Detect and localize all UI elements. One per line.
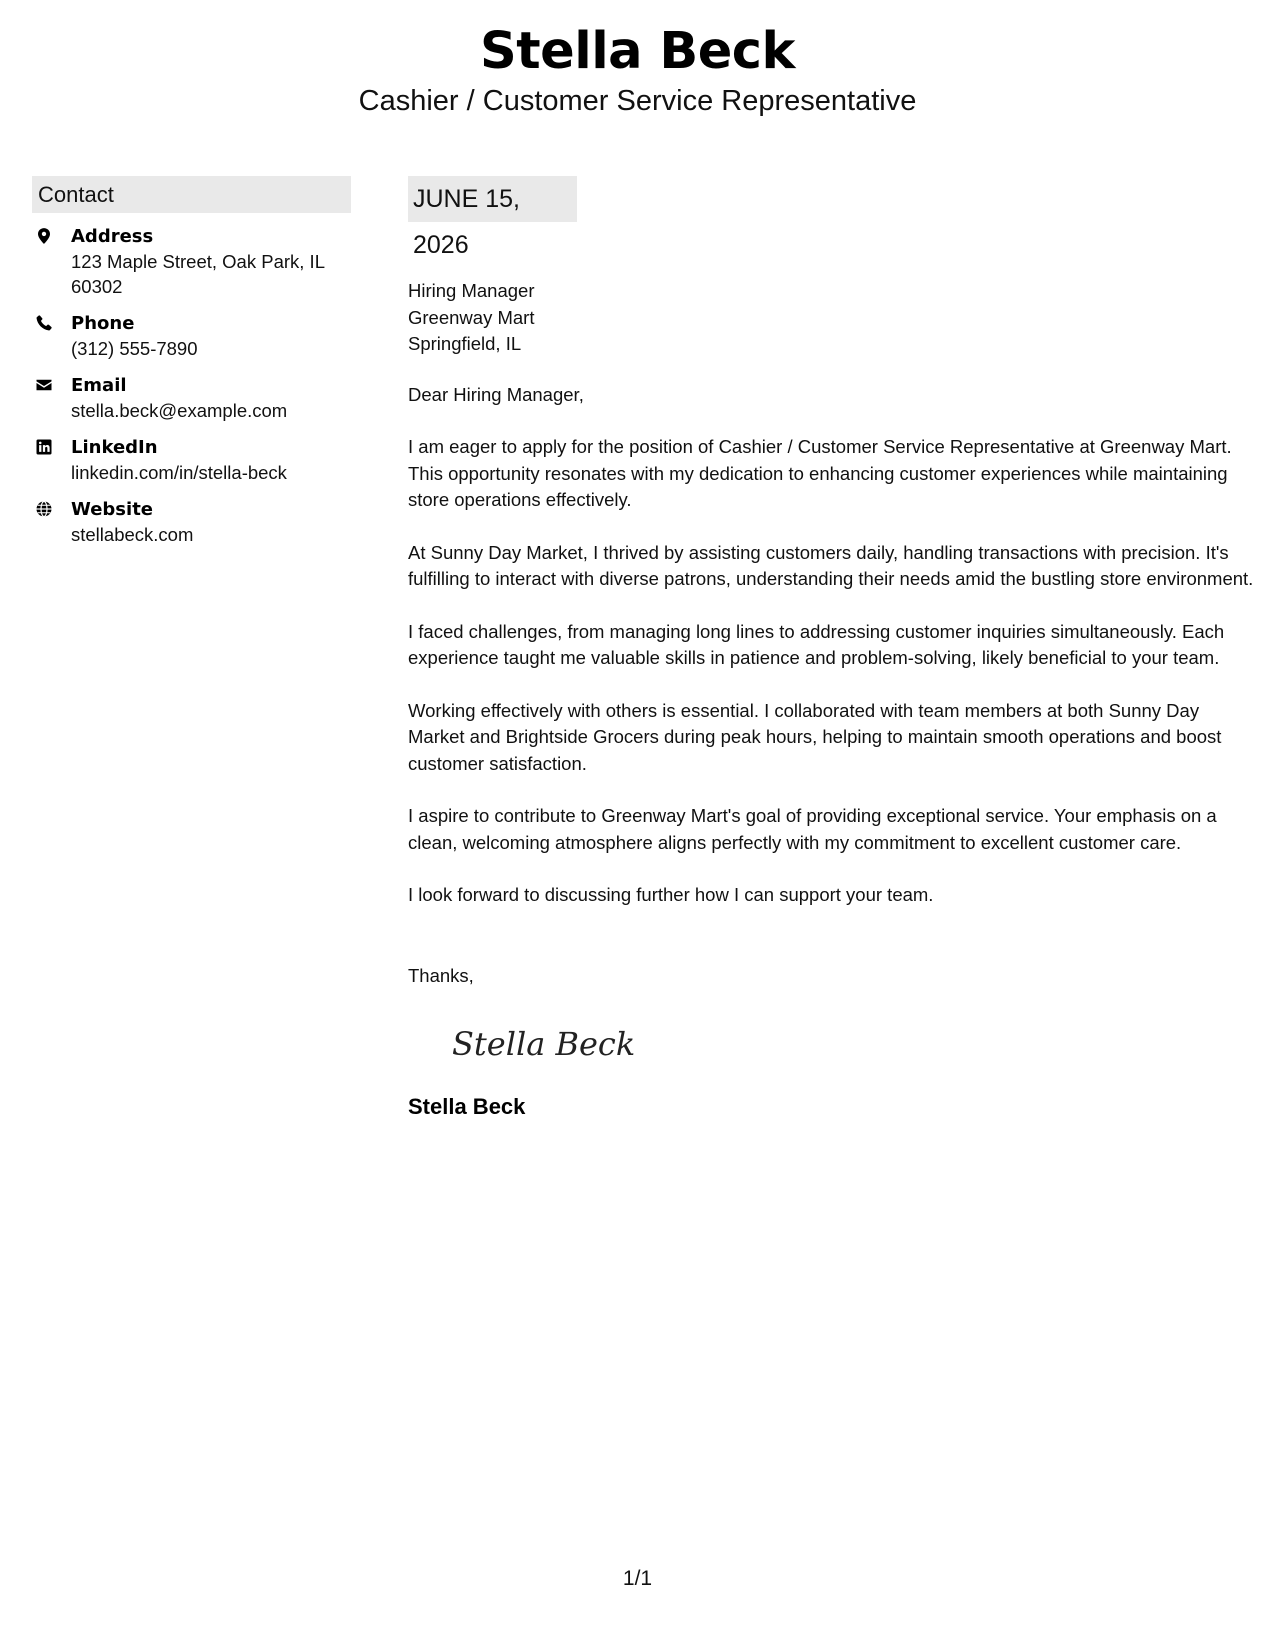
- handwritten-signature: [448, 1019, 1258, 1069]
- body-paragraph: I look forward to discussing further how I can support your team.: [408, 884, 934, 905]
- recipient-line: Springfield, IL: [408, 333, 522, 354]
- address-value: 123 Maple Street, Oak Park, IL 60302: [71, 251, 325, 297]
- recipient-line: Greenway Mart: [408, 306, 535, 328]
- body-paragraph: I aspire to contribute to Greenway Mart's goal of providing exceptional service. Your emphasis on a clean, welcoming atmosphere aligns perfectly with my commitment to excellent customer care.: [408, 805, 1217, 853]
- contact-phone: [32, 312, 351, 361]
- signature-text: Stella Beck: [452, 1025, 636, 1063]
- phone-label: Phone: [71, 313, 135, 334]
- contact-heading: Contact: [32, 176, 351, 213]
- website-label: Website: [71, 499, 154, 520]
- body-paragraph: I faced challenges, from managing long lines to addressing customer inquiries simultaneously. Each experience taught me valuable skills in patience and problem-solving, likely beneficial to your team.: [408, 620, 1225, 668]
- linkedin-icon: [35, 438, 53, 456]
- recipient-block: [408, 278, 1258, 358]
- linkedin-value[interactable]: linkedin.com/in/stella-beck: [71, 462, 287, 483]
- recipient-line: Hiring Manager: [408, 280, 535, 301]
- letter-body: [408, 176, 1258, 1121]
- globe-icon: [35, 500, 53, 518]
- envelope-icon: [35, 376, 53, 394]
- address-label: Address: [71, 226, 154, 247]
- contact-sidebar: [32, 176, 351, 560]
- signed-name: Stella Beck: [408, 1094, 526, 1119]
- page-number: 1/1: [622, 1567, 653, 1590]
- contact-address: [32, 225, 351, 299]
- applicant-name: Stella Beck: [480, 22, 795, 81]
- email-value[interactable]: stella.beck@example.com: [71, 400, 288, 421]
- linkedin-label: LinkedIn: [71, 437, 158, 458]
- phone-value: (312) 555-7890: [71, 338, 198, 359]
- contact-email: [32, 374, 351, 423]
- map-pin-icon: [35, 227, 53, 245]
- body-paragraph: At Sunny Day Market, I thrived by assisting customers daily, handling transactions with precision. It's fulfilling to interact with diverse patrons, understanding their needs amid the bustling store environment.: [408, 541, 1254, 589]
- letter-header: [0, 22, 1275, 119]
- phone-icon: [35, 314, 53, 332]
- contact-website: [32, 498, 351, 547]
- body-paragraph: I am eager to apply for the position of Cashier / Customer Service Representative at Greenway Mart. This opportunity resonates with my dedication to enhancing customer experiences while maintaining store operations effectively.: [408, 436, 1232, 510]
- contact-linkedin: [32, 436, 351, 485]
- email-label: Email: [71, 375, 127, 396]
- letter-date: JUNE 15, 2026: [408, 176, 577, 222]
- closing: Thanks,: [408, 964, 474, 986]
- salutation: Dear Hiring Manager,: [408, 383, 584, 405]
- job-title: Cashier / Customer Service Representative: [358, 85, 917, 117]
- body-paragraph: Working effectively with others is essential. I collaborated with team members at both Sunny Day Market and Brightside Grocers during peak hours, helping to maintain smooth operations and boost customer satisfaction.: [408, 699, 1222, 774]
- contact-list: [32, 225, 351, 547]
- website-value[interactable]: stellabeck.com: [71, 524, 194, 545]
